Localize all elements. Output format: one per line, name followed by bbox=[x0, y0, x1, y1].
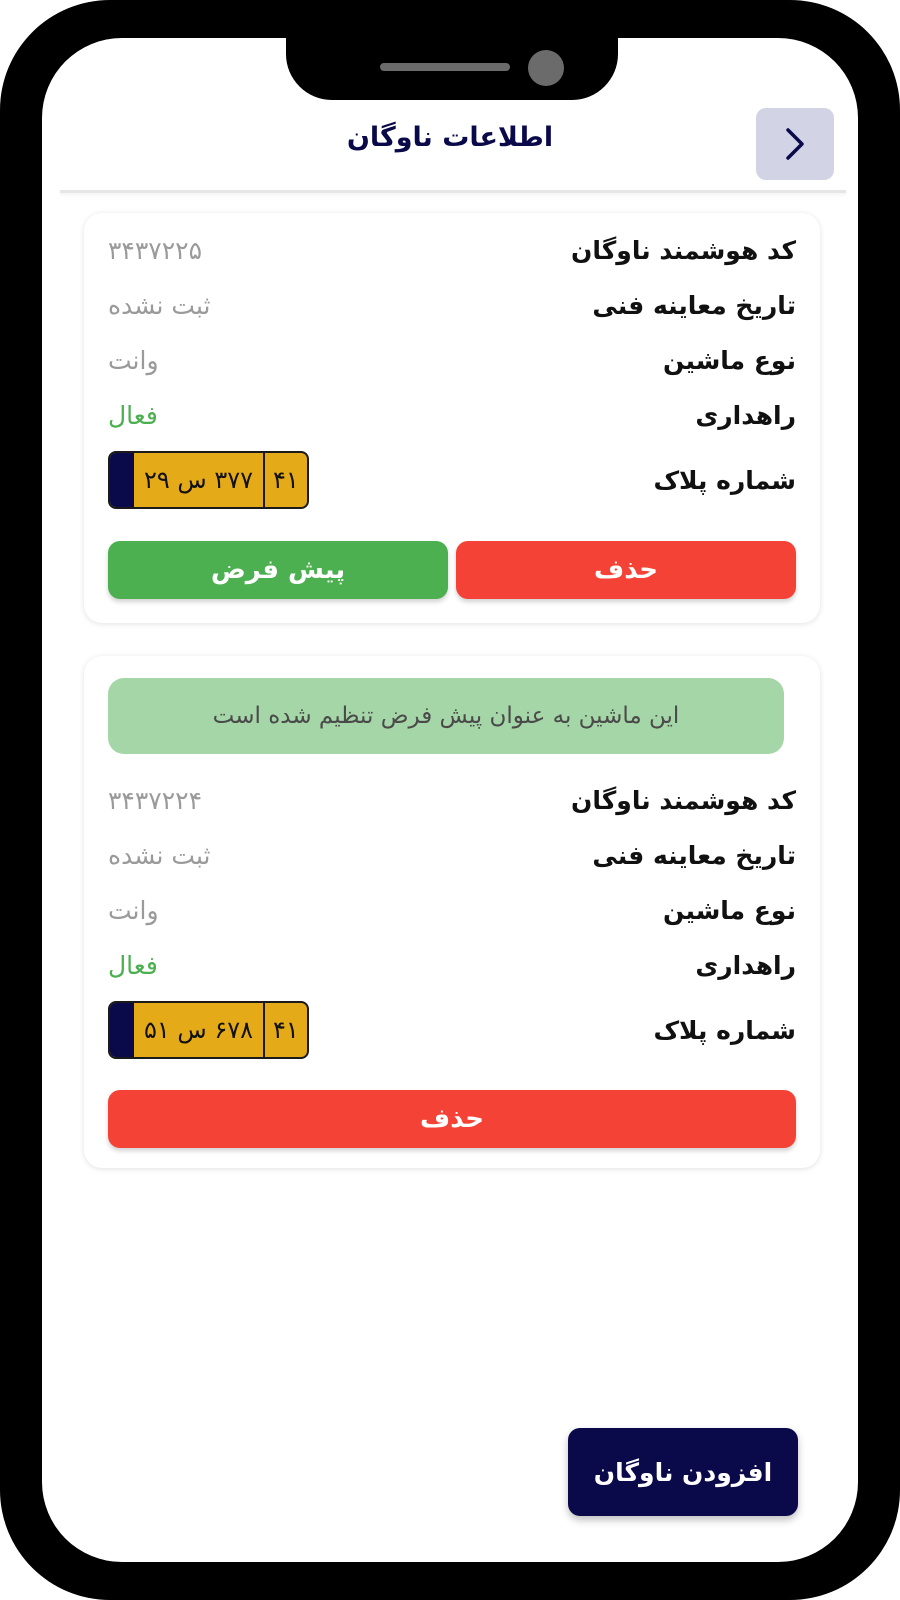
set-default-button[interactable]: پیش فرض bbox=[108, 541, 448, 599]
inspection-value: ثبت نشده bbox=[108, 841, 211, 870]
screen bbox=[42, 38, 858, 1562]
plate-number: ۳۷۷ س ۲۹ bbox=[144, 466, 254, 494]
smart-code-row bbox=[108, 231, 796, 271]
chevron-right-icon bbox=[780, 126, 810, 162]
plate-row bbox=[108, 451, 796, 511]
smart-code-value: ۳۴۳۷۲۲۴ bbox=[108, 786, 202, 815]
vehicle-type-value: وانت bbox=[108, 896, 159, 925]
inspection-label: تاریخ معاینه فنی bbox=[592, 291, 796, 320]
default-notice: این ماشین به عنوان پیش فرض تنظیم شده است bbox=[108, 678, 784, 754]
plate-label: شماره پلاک bbox=[653, 466, 796, 495]
road-status-label: راهداری bbox=[695, 951, 796, 980]
road-status-value: فعال bbox=[108, 951, 158, 980]
smart-code-value: ۳۴۳۷۲۲۵ bbox=[108, 236, 202, 265]
road-status-value: فعال bbox=[108, 401, 158, 430]
plate-strip bbox=[110, 453, 134, 507]
road-status-label: راهداری bbox=[695, 401, 796, 430]
plate-label: شماره پلاک bbox=[653, 1016, 796, 1045]
road-status-row bbox=[108, 396, 796, 436]
header bbox=[42, 108, 858, 188]
road-status-row bbox=[108, 946, 796, 986]
vehicle-card bbox=[84, 213, 820, 623]
smart-code-label: کد هوشمند ناوگان bbox=[571, 236, 796, 265]
add-fleet-button[interactable]: افزودن ناوگان bbox=[568, 1428, 798, 1516]
inspection-value: ثبت نشده bbox=[108, 291, 211, 320]
smart-code-label: کد هوشمند ناوگان bbox=[571, 786, 796, 815]
inspection-label: تاریخ معاینه فنی bbox=[592, 841, 796, 870]
page-title: اطلاعات ناوگان bbox=[346, 122, 554, 153]
vehicle-type-row bbox=[108, 891, 796, 931]
vehicle-type-label: نوع ماشین bbox=[663, 896, 796, 925]
plate-strip bbox=[110, 1003, 134, 1057]
delete-button[interactable]: حذف bbox=[456, 541, 796, 599]
license-plate bbox=[108, 1001, 309, 1059]
speaker bbox=[380, 63, 510, 71]
license-plate bbox=[108, 451, 309, 509]
vehicle-card bbox=[84, 656, 820, 1168]
vehicle-type-value: وانت bbox=[108, 346, 159, 375]
vehicle-type-label: نوع ماشین bbox=[663, 346, 796, 375]
inspection-row bbox=[108, 836, 796, 876]
notch bbox=[286, 38, 618, 100]
inspection-row bbox=[108, 286, 796, 326]
camera bbox=[528, 50, 564, 86]
plate-region: ۴۱ bbox=[263, 1003, 307, 1057]
delete-button[interactable]: حذف bbox=[108, 1090, 796, 1148]
header-divider bbox=[60, 190, 846, 193]
vehicle-type-row bbox=[108, 341, 796, 381]
smart-code-row bbox=[108, 781, 796, 821]
plate-number: ۶۷۸ س ۵۱ bbox=[144, 1016, 254, 1044]
back-button[interactable] bbox=[756, 108, 834, 180]
plate-row bbox=[108, 1001, 796, 1061]
plate-region: ۴۱ bbox=[263, 453, 307, 507]
